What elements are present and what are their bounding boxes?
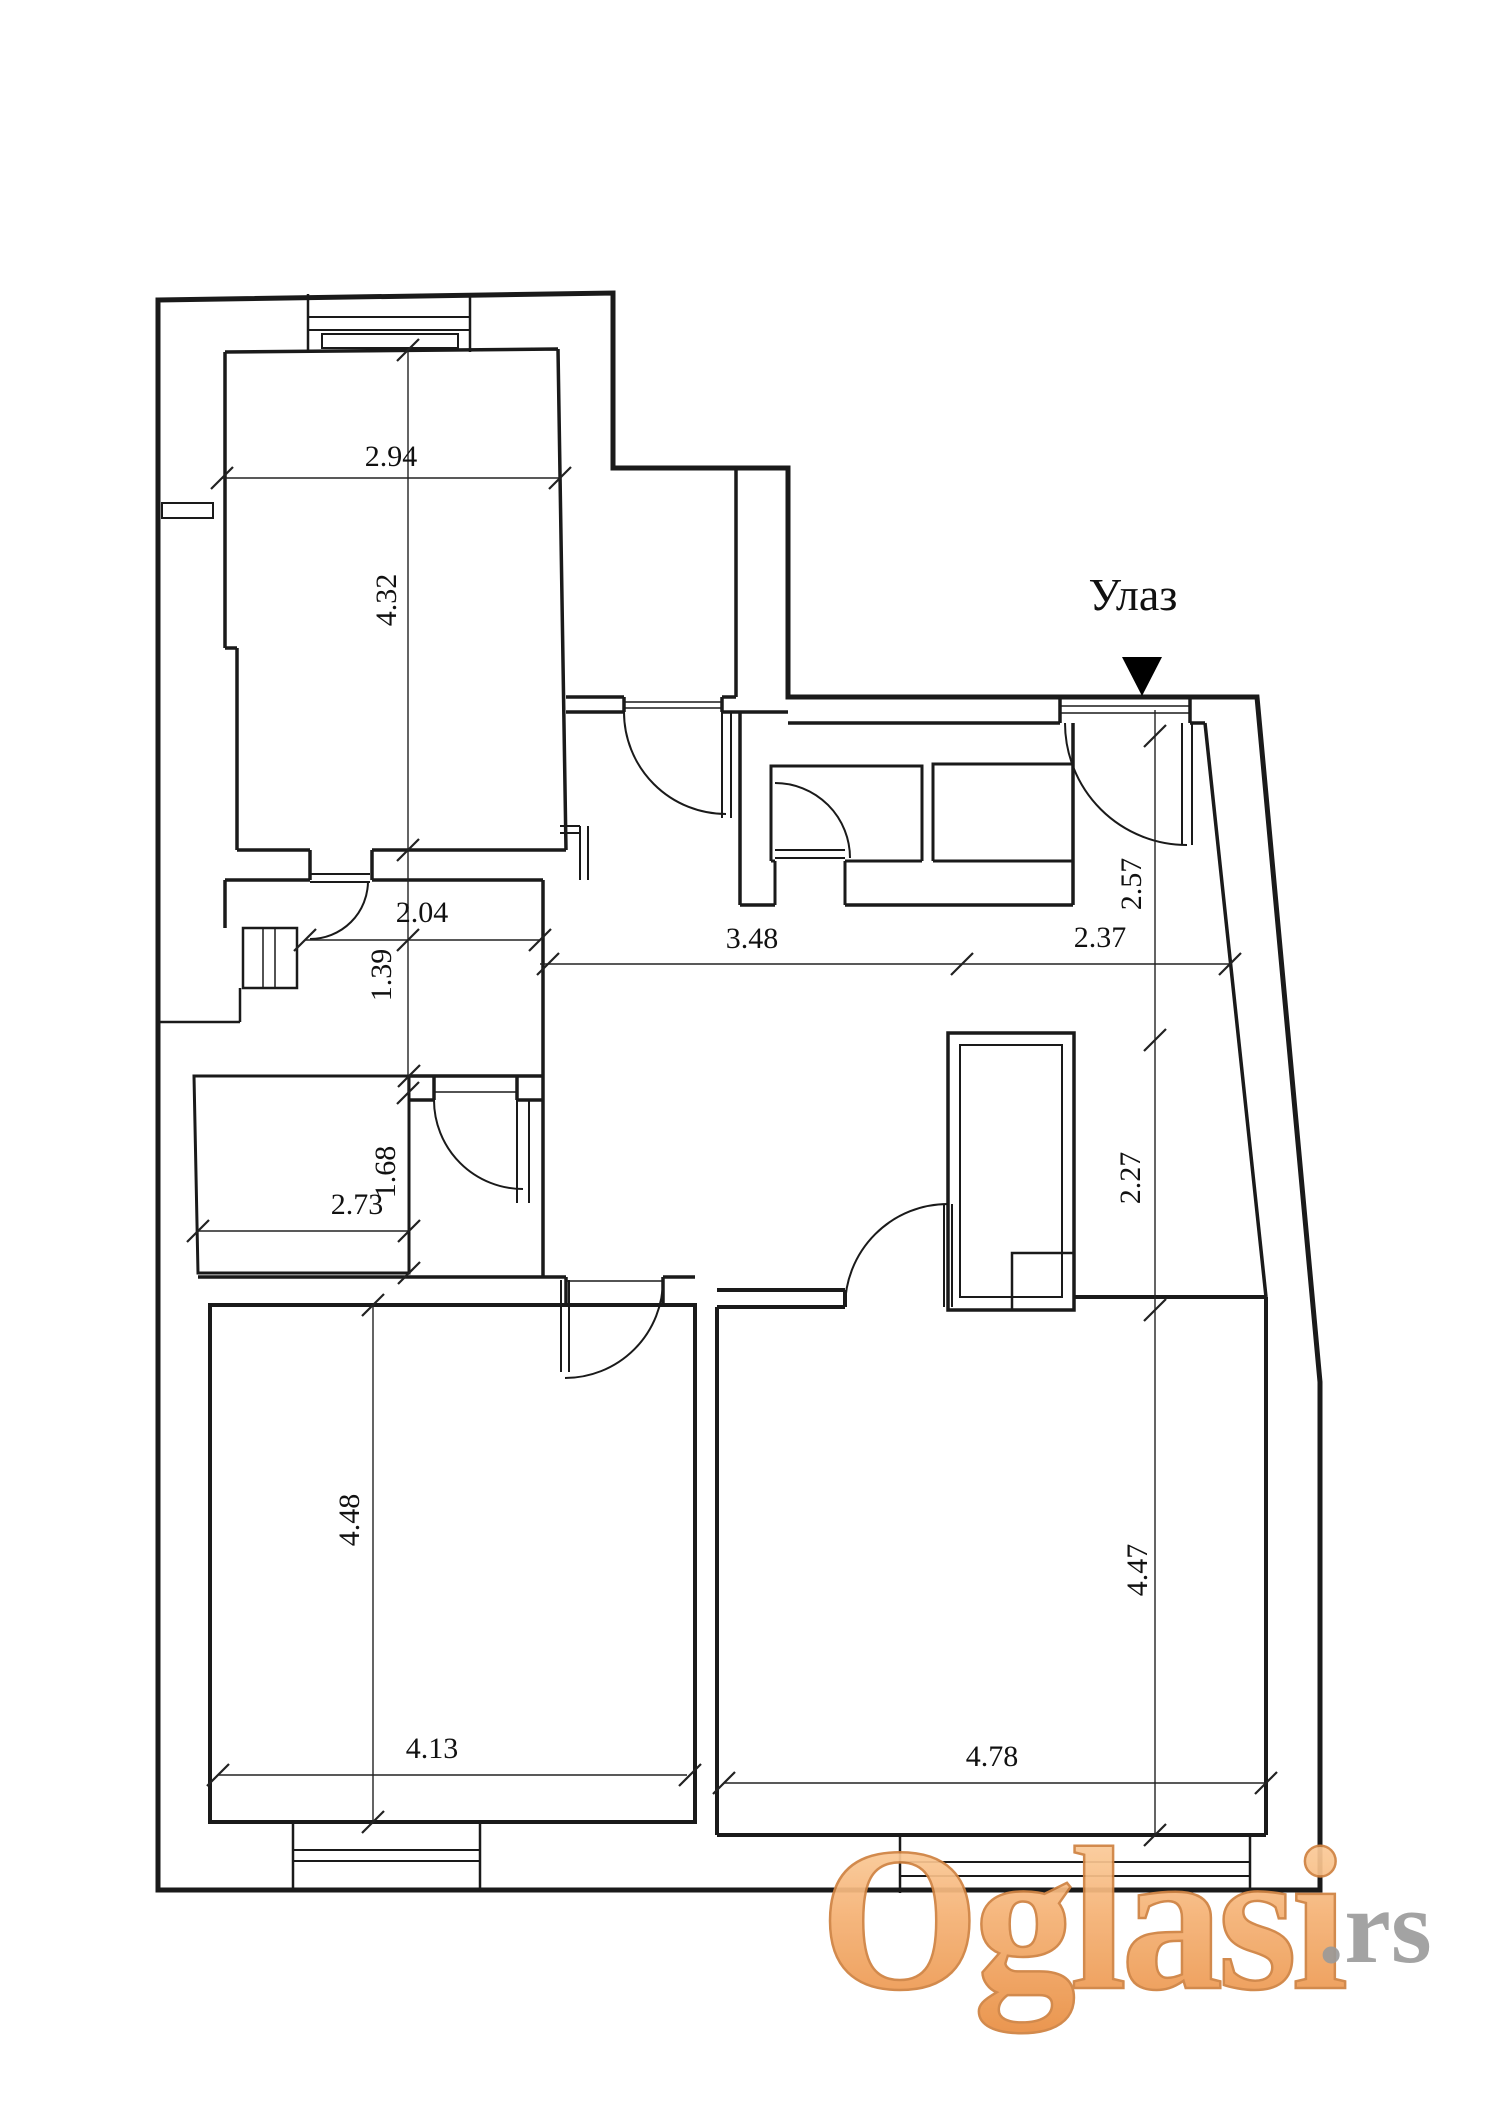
corridor-door-threshold [624,702,722,708]
window-top-jambs [308,293,470,352]
niche-door-leaf [517,1100,529,1203]
dim-room3-height: 4.47 [1121,1543,1154,1597]
right-wall-inner-slant [1205,723,1266,1297]
dim-room2-width: 4.13 [405,1732,459,1765]
dimension-ticks [187,339,1277,1846]
bath-right-room [933,764,1073,861]
bath-left-room [771,766,922,861]
dim-room1-width: 2.94 [364,440,418,473]
entrance-threshold [1060,706,1190,713]
shaft-notch [1012,1253,1074,1310]
left-wall-step [158,988,240,1022]
dim-entry-height: 2.57 [1115,857,1148,911]
corridor-door-leaf [722,712,731,818]
corridor-bottom-wall [566,697,788,712]
room1-bottom-wall [225,850,566,880]
left-shaft-box [243,928,297,988]
entrance-wall-inner [788,697,1205,723]
bath-door-leaf [775,850,845,858]
dimension-lines-layer [187,339,1277,1846]
watermark-brand-text: Oglasi [820,1806,1343,2033]
entrance-arrow-icon [1122,657,1162,696]
corridor-door-arc [624,712,726,814]
left-shaft-lines [263,928,275,988]
window-top-glazing [308,317,470,330]
dim-vestibule-width: 2.04 [395,896,449,929]
entrance-door-leaf [1182,723,1192,845]
bath-door-arc [775,783,850,858]
door-room1-arc [310,881,368,939]
watermark [820,1806,1432,2033]
dim-niche-width: 2.73 [330,1188,384,1221]
dim-room1-height: 4.32 [370,573,403,627]
entrance-door-arc [1065,723,1187,845]
window-bl-glazing [293,1850,480,1861]
labels-layer [331,440,1178,1773]
dim-entry-width: 2.37 [1073,921,1127,954]
room3-door-arc [845,1204,948,1307]
bath-door-jambs [775,861,845,905]
watermark-tld-text: .rs [1318,1868,1432,1985]
dim-niche-height: 1.68 [369,1145,402,1199]
radiator-top [322,334,458,348]
bath-block [740,712,1073,905]
left-wall-niche [162,503,213,518]
niche-door-arc [434,1100,523,1189]
room2-door-arc [565,1280,663,1378]
niche-door-wall [409,1076,543,1100]
window-bl-jambs [293,1822,480,1890]
dim-room2-height: 4.48 [333,1493,366,1547]
walls-layer [158,293,1320,1893]
dim-vestibule-height: 1.39 [365,948,398,1002]
dim-shaft-gap: 2.27 [1114,1151,1147,1205]
dim-room3-width: 4.78 [965,1740,1019,1773]
door-room1-leaf [310,874,370,882]
outer-wall [158,293,1320,1890]
entrance-label: Улаз [1088,569,1178,620]
dim-hall-width: 3.48 [725,922,779,955]
